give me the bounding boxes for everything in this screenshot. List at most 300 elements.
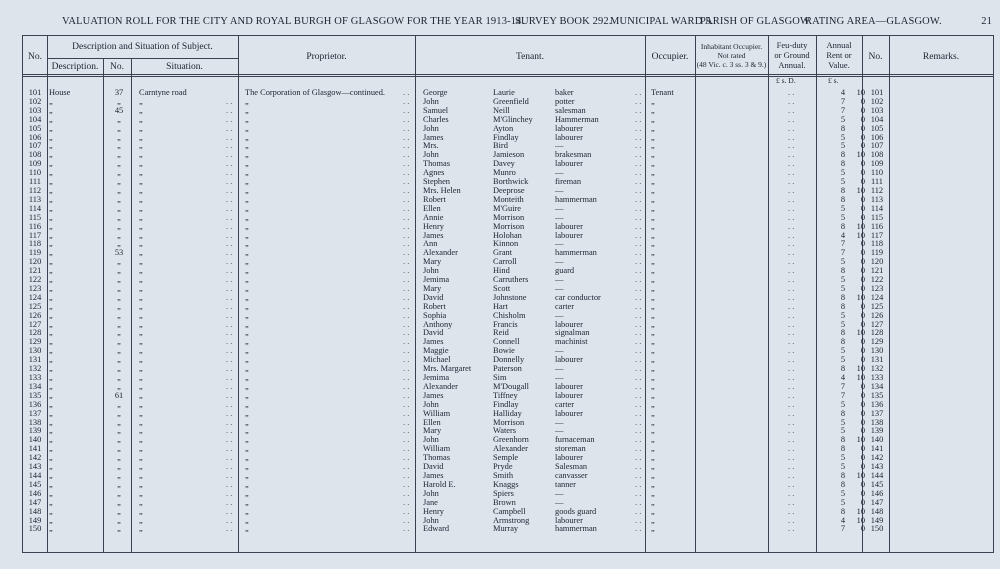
leader-dots: . . xyxy=(635,266,642,276)
leader-dots: . . xyxy=(635,319,642,329)
row-occupier: „ xyxy=(651,381,655,391)
row-occupier: „ xyxy=(651,114,655,124)
row-tenant-first: Agnes xyxy=(423,168,445,178)
row-number-right: 126 xyxy=(870,310,884,320)
row-situation: „ xyxy=(139,114,143,124)
row-number: 144 xyxy=(28,470,42,480)
row-situation: „ xyxy=(139,212,143,222)
row-situation: „ xyxy=(139,381,143,391)
row-number-right: 114 xyxy=(870,203,884,213)
row-rent-shillings: 0 xyxy=(860,105,865,115)
leader-dots: . . xyxy=(226,203,233,213)
row-tenant-first: Sophia xyxy=(423,310,447,320)
row-house-number: „ xyxy=(117,177,121,187)
table-row xyxy=(23,275,993,284)
leader-dots: . . xyxy=(226,150,233,160)
row-occupation: labourer xyxy=(555,230,583,240)
leader-dots: . . xyxy=(403,230,410,240)
row-number: 122 xyxy=(28,275,42,285)
leader-dots: . . xyxy=(788,444,795,454)
leader-dots: . . xyxy=(788,266,795,276)
row-occupier: „ xyxy=(651,257,655,267)
leader-dots: . . xyxy=(226,96,233,106)
row-rent-pounds: 4 xyxy=(840,515,845,525)
leader-dots: . . xyxy=(403,435,410,445)
leader-dots: . . xyxy=(788,310,795,320)
row-number-right: 127 xyxy=(870,319,884,329)
row-proprietor: „ xyxy=(245,435,249,445)
row-rent-shillings: 0 xyxy=(860,283,865,293)
leader-dots: . . xyxy=(403,123,410,133)
row-number: 137 xyxy=(28,408,42,418)
row-description: „ xyxy=(49,292,53,302)
row-tenant-last: Bowie xyxy=(493,346,515,356)
leader-dots: . . xyxy=(788,168,795,178)
row-rent-pounds: 7 xyxy=(840,381,845,391)
row-rent-shillings: 0 xyxy=(860,177,865,187)
leader-dots: . . xyxy=(788,364,795,374)
table-body xyxy=(23,88,993,533)
leader-dots: . . xyxy=(635,292,642,302)
row-number-right: 121 xyxy=(870,266,884,276)
row-description: „ xyxy=(49,230,53,240)
row-number: 150 xyxy=(28,524,42,534)
row-occupier: „ xyxy=(651,141,655,151)
row-rent-shillings: 10 xyxy=(856,328,865,338)
row-number-right: 122 xyxy=(870,275,884,285)
row-tenant-first: Mrs. Helen xyxy=(423,185,461,195)
leader-dots: . . xyxy=(226,488,233,498)
leader-dots: . . xyxy=(788,212,795,222)
row-house-number: „ xyxy=(117,203,121,213)
row-number: 104 xyxy=(28,114,42,124)
leader-dots: . . xyxy=(635,479,642,489)
row-situation: „ xyxy=(139,390,143,400)
row-occupation: brakesman xyxy=(555,150,592,160)
row-rent-shillings: 0 xyxy=(860,399,865,409)
leader-dots: . . xyxy=(403,355,410,365)
row-situation: „ xyxy=(139,203,143,213)
row-house-number: „ xyxy=(117,470,121,480)
col-inhabitant-line1: Inhabitant Occupier. xyxy=(700,42,763,51)
row-proprietor: „ xyxy=(245,301,249,311)
row-number: 142 xyxy=(28,453,42,463)
row-number-right: 105 xyxy=(870,123,884,133)
row-occupier: „ xyxy=(651,275,655,285)
row-rent-pounds: 5 xyxy=(840,203,845,213)
row-description: „ xyxy=(49,301,53,311)
col-feu xyxy=(768,40,816,70)
row-proprietor: „ xyxy=(245,426,249,436)
row-number: 139 xyxy=(28,426,42,436)
leader-dots: . . xyxy=(635,105,642,115)
row-occupation: — xyxy=(555,239,564,249)
row-description: „ xyxy=(49,266,53,276)
row-rent-pounds: 8 xyxy=(840,150,845,160)
row-house-number: „ xyxy=(117,168,121,178)
leader-dots: . . xyxy=(635,488,642,498)
leader-dots: . . xyxy=(403,444,410,454)
leader-dots: . . xyxy=(635,248,642,258)
header-ward: MUNICIPAL WARD 5. xyxy=(610,16,714,27)
row-proprietor: „ xyxy=(245,105,249,115)
row-proprietor: „ xyxy=(245,132,249,142)
row-occupier: Tenant xyxy=(651,88,674,97)
row-proprietor: The Corporation of Glasgow—continued. xyxy=(245,88,386,97)
row-rent-shillings: 0 xyxy=(860,203,865,213)
leader-dots: . . xyxy=(635,114,642,124)
leader-dots: . . xyxy=(788,426,795,436)
row-rent-pounds: 8 xyxy=(840,435,845,445)
leader-dots: . . xyxy=(788,346,795,356)
row-occupier: „ xyxy=(651,524,655,534)
row-house-number: „ xyxy=(117,239,121,249)
leader-dots: . . xyxy=(226,248,233,258)
leader-dots: . . xyxy=(226,194,233,204)
leader-dots: . . xyxy=(226,185,233,195)
row-number: 136 xyxy=(28,399,42,409)
row-tenant-first: William xyxy=(423,444,451,454)
row-rent-pounds: 8 xyxy=(840,408,845,418)
row-number: 146 xyxy=(28,488,42,498)
row-description: „ xyxy=(49,212,53,222)
col-description: Description. xyxy=(51,62,99,72)
row-rent-pounds: 8 xyxy=(840,266,845,276)
leader-dots: . . xyxy=(403,524,410,534)
row-proprietor: „ xyxy=(245,212,249,222)
leader-dots: . . xyxy=(788,319,795,329)
row-number: 110 xyxy=(28,168,42,178)
row-situation: „ xyxy=(139,96,143,106)
row-rent-shillings: 10 xyxy=(856,435,865,445)
row-rent-shillings: 0 xyxy=(860,301,865,311)
leader-dots: . . xyxy=(635,194,642,204)
row-situation: „ xyxy=(139,479,143,489)
row-number: 112 xyxy=(28,185,42,195)
row-number: 109 xyxy=(28,159,42,169)
row-situation: „ xyxy=(139,399,143,409)
row-tenant-first: Jane xyxy=(423,497,438,507)
col-desc-group: Description and Situation of Subject. xyxy=(72,42,213,52)
row-number-right: 110 xyxy=(870,168,884,178)
row-tenant-first: Charles xyxy=(423,114,449,124)
leader-dots: . . xyxy=(403,132,410,142)
leader-dots: . . xyxy=(635,346,642,356)
row-number: 114 xyxy=(28,203,42,213)
row-occupation: — xyxy=(555,364,564,374)
leader-dots: . . xyxy=(226,257,233,267)
table-row xyxy=(23,168,993,177)
leader-dots: . . xyxy=(788,408,795,418)
leader-dots: . . xyxy=(403,337,410,347)
leader-dots: . . xyxy=(635,96,642,106)
row-tenant-first: James xyxy=(423,337,444,347)
row-occupier: „ xyxy=(651,399,655,409)
row-situation: „ xyxy=(139,257,143,267)
table-row xyxy=(23,391,993,400)
table-row xyxy=(23,364,993,373)
row-description: „ xyxy=(49,524,53,534)
row-rent-shillings: 0 xyxy=(860,417,865,427)
leader-dots: . . xyxy=(788,96,795,106)
col-occupier: Occupier. xyxy=(651,52,689,62)
row-proprietor: „ xyxy=(245,292,249,302)
row-occupier: „ xyxy=(651,319,655,329)
table-row xyxy=(23,311,993,320)
leader-dots: . . xyxy=(403,257,410,267)
row-rent-pounds: 8 xyxy=(840,123,845,133)
leader-dots: . . xyxy=(635,373,642,382)
row-number: 133 xyxy=(28,373,42,382)
row-tenant-first: John xyxy=(423,515,439,525)
row-rent-shillings: 0 xyxy=(860,462,865,472)
leader-dots: . . xyxy=(403,239,410,249)
row-occupier: „ xyxy=(651,417,655,427)
row-number-right: 103 xyxy=(870,105,884,115)
row-occupation: labourer xyxy=(555,123,583,133)
row-proprietor: „ xyxy=(245,515,249,525)
leader-dots: . . xyxy=(635,283,642,293)
row-description: „ xyxy=(49,150,53,160)
leader-dots: . . xyxy=(226,524,233,534)
leader-dots: . . xyxy=(635,390,642,400)
col-rent xyxy=(816,40,862,70)
row-situation: „ xyxy=(139,497,143,507)
leader-dots: . . xyxy=(635,515,642,525)
leader-dots: . . xyxy=(788,390,795,400)
leader-dots: . . xyxy=(226,114,233,124)
row-proprietor: „ xyxy=(245,479,249,489)
row-description: „ xyxy=(49,248,53,258)
row-occupation: labourer xyxy=(555,381,583,391)
row-description: „ xyxy=(49,346,53,356)
table-row xyxy=(23,453,993,462)
row-situation: „ xyxy=(139,105,143,115)
row-occupation: — xyxy=(555,426,564,436)
row-tenant-last: Pryde xyxy=(493,462,513,472)
row-number-right: 142 xyxy=(870,453,884,463)
leader-dots: . . xyxy=(403,194,410,204)
row-house-number: „ xyxy=(117,426,121,436)
row-occupier: „ xyxy=(651,364,655,374)
leader-dots: . . xyxy=(635,185,642,195)
table-row xyxy=(23,231,993,240)
leader-dots: . . xyxy=(403,364,410,374)
row-situation: „ xyxy=(139,515,143,525)
row-rent-shillings: 0 xyxy=(860,159,865,169)
table-row xyxy=(23,480,993,489)
row-number-right: 111 xyxy=(871,177,883,187)
leader-dots: . . xyxy=(403,470,410,480)
row-tenant-last: Francis xyxy=(493,319,518,329)
row-number-right: 149 xyxy=(870,515,884,525)
row-rent-shillings: 0 xyxy=(860,453,865,463)
leader-dots: . . xyxy=(788,453,795,463)
row-occupation: — xyxy=(555,203,564,213)
table-row xyxy=(23,106,993,115)
row-occupation: hammerman xyxy=(555,524,597,534)
row-house-number: „ xyxy=(117,444,121,454)
row-occupation: storeman xyxy=(555,444,586,454)
leader-dots: . . xyxy=(635,150,642,160)
row-occupation: machinist xyxy=(555,337,588,347)
row-tenant-first: Ellen xyxy=(423,417,441,427)
row-rent-pounds: 7 xyxy=(840,96,845,106)
leader-dots: . . xyxy=(788,435,795,445)
row-number: 106 xyxy=(28,132,42,142)
row-tenant-last: Morrison xyxy=(493,212,525,222)
table-row xyxy=(23,257,993,266)
table-row xyxy=(23,195,993,204)
leader-dots: . . xyxy=(226,346,233,356)
row-rent-shillings: 0 xyxy=(860,248,865,258)
row-rent-pounds: 5 xyxy=(840,319,845,329)
row-situation: „ xyxy=(139,488,143,498)
leader-dots: . . xyxy=(635,328,642,338)
row-occupation: — xyxy=(555,283,564,293)
leader-dots: . . xyxy=(226,435,233,445)
row-number: 103 xyxy=(28,105,42,115)
row-tenant-last: Kinnon xyxy=(493,239,519,249)
row-proprietor: „ xyxy=(245,364,249,374)
row-proprietor: „ xyxy=(245,185,249,195)
col-situation: Situation. xyxy=(166,62,203,72)
row-rent-shillings: 0 xyxy=(860,310,865,320)
row-occupier: „ xyxy=(651,435,655,445)
row-rent-shillings: 10 xyxy=(856,292,865,302)
row-tenant-last: Brown xyxy=(493,497,516,507)
leader-dots: . . xyxy=(788,275,795,285)
leader-dots: . . xyxy=(635,141,642,151)
leader-dots: . . xyxy=(635,168,642,178)
row-number: 115 xyxy=(28,212,42,222)
leader-dots: . . xyxy=(635,524,642,534)
row-rent-pounds: 7 xyxy=(840,390,845,400)
row-description: „ xyxy=(49,355,53,365)
leader-dots: . . xyxy=(635,470,642,480)
row-tenant-last: Findlay xyxy=(493,399,519,409)
row-tenant-first: Henry xyxy=(423,506,444,516)
row-house-number: „ xyxy=(117,310,121,320)
row-house-number: „ xyxy=(117,417,121,427)
row-number-right: 135 xyxy=(870,390,884,400)
leader-dots: . . xyxy=(635,364,642,374)
row-situation: „ xyxy=(139,292,143,302)
row-description: „ xyxy=(49,105,53,115)
row-occupier: „ xyxy=(651,390,655,400)
row-situation: „ xyxy=(139,417,143,427)
row-rent-shillings: 0 xyxy=(860,497,865,507)
row-number: 125 xyxy=(28,301,42,311)
row-occupier: „ xyxy=(651,168,655,178)
leader-dots: . . xyxy=(635,399,642,409)
row-proprietor: „ xyxy=(245,488,249,498)
row-number-right: 125 xyxy=(870,301,884,311)
row-situation: „ xyxy=(139,132,143,142)
row-occupier: „ xyxy=(651,221,655,231)
row-number-right: 145 xyxy=(870,479,884,489)
leader-dots: . . xyxy=(788,248,795,258)
leader-dots: . . xyxy=(403,426,410,436)
leader-dots: . . xyxy=(788,506,795,516)
row-tenant-last: Armstrong xyxy=(493,515,530,525)
leader-dots: . . xyxy=(635,453,642,463)
leader-dots: . . xyxy=(635,159,642,169)
table-row xyxy=(23,524,993,533)
row-number: 120 xyxy=(28,257,42,267)
row-rent-pounds: 7 xyxy=(840,105,845,115)
row-proprietor: „ xyxy=(245,203,249,213)
row-occupation: furnaceman xyxy=(555,435,595,445)
leader-dots: . . xyxy=(788,283,795,293)
row-house-number: „ xyxy=(117,230,121,240)
row-rent-shillings: 0 xyxy=(860,381,865,391)
row-tenant-first: Annie xyxy=(423,212,444,222)
leader-dots: . . xyxy=(403,150,410,160)
table-row xyxy=(23,320,993,329)
row-house-number: „ xyxy=(117,435,121,445)
row-situation: „ xyxy=(139,283,143,293)
row-rent-shillings: 0 xyxy=(860,132,865,142)
leader-dots: . . xyxy=(788,497,795,507)
leader-dots: . . xyxy=(403,310,410,320)
row-occupation: hammerman xyxy=(555,194,597,204)
row-occupation: signalman xyxy=(555,328,590,338)
row-situation: „ xyxy=(139,524,143,534)
leader-dots: . . xyxy=(635,355,642,365)
row-proprietor: „ xyxy=(245,168,249,178)
leader-dots: . . xyxy=(635,337,642,347)
row-rent-pounds: 5 xyxy=(840,497,845,507)
leader-dots: . . xyxy=(226,105,233,115)
row-house-number: „ xyxy=(117,319,121,329)
row-rent-shillings: 0 xyxy=(860,524,865,534)
row-house-number: „ xyxy=(117,453,121,463)
row-proprietor: „ xyxy=(245,275,249,285)
leader-dots: . . xyxy=(635,435,642,445)
row-occupier: „ xyxy=(651,159,655,169)
table-row xyxy=(23,213,993,222)
row-description: „ xyxy=(49,462,53,472)
row-occupier: „ xyxy=(651,177,655,187)
row-number: 123 xyxy=(28,283,42,293)
header-title: VALUATION ROLL FOR THE CITY AND ROYAL BURGH OF GLASGOW FOR THE YEAR 1913-14. xyxy=(62,16,525,27)
row-occupier: „ xyxy=(651,185,655,195)
row-number-right: 123 xyxy=(870,283,884,293)
row-number-right: 106 xyxy=(870,132,884,142)
leader-dots: . . xyxy=(788,221,795,231)
row-description: „ xyxy=(49,141,53,151)
row-occupier: „ xyxy=(651,470,655,480)
leader-dots: . . xyxy=(635,381,642,391)
row-occupation: — xyxy=(555,185,564,195)
table-row xyxy=(23,489,993,498)
row-tenant-first: James xyxy=(423,470,444,480)
row-tenant-last: Neill xyxy=(493,105,510,115)
leader-dots: . . xyxy=(226,390,233,400)
leader-dots: . . xyxy=(403,275,410,285)
row-number: 126 xyxy=(28,310,42,320)
row-number: 147 xyxy=(28,497,42,507)
row-tenant-first: Mrs. xyxy=(423,141,439,151)
row-proprietor: „ xyxy=(245,194,249,204)
leader-dots: . . xyxy=(403,266,410,276)
row-rent-shillings: 0 xyxy=(860,212,865,222)
row-rent-pounds: 5 xyxy=(840,310,845,320)
row-description: „ xyxy=(49,479,53,489)
row-rent-shillings: 0 xyxy=(860,96,865,106)
row-tenant-last: Chisholm xyxy=(493,310,526,320)
